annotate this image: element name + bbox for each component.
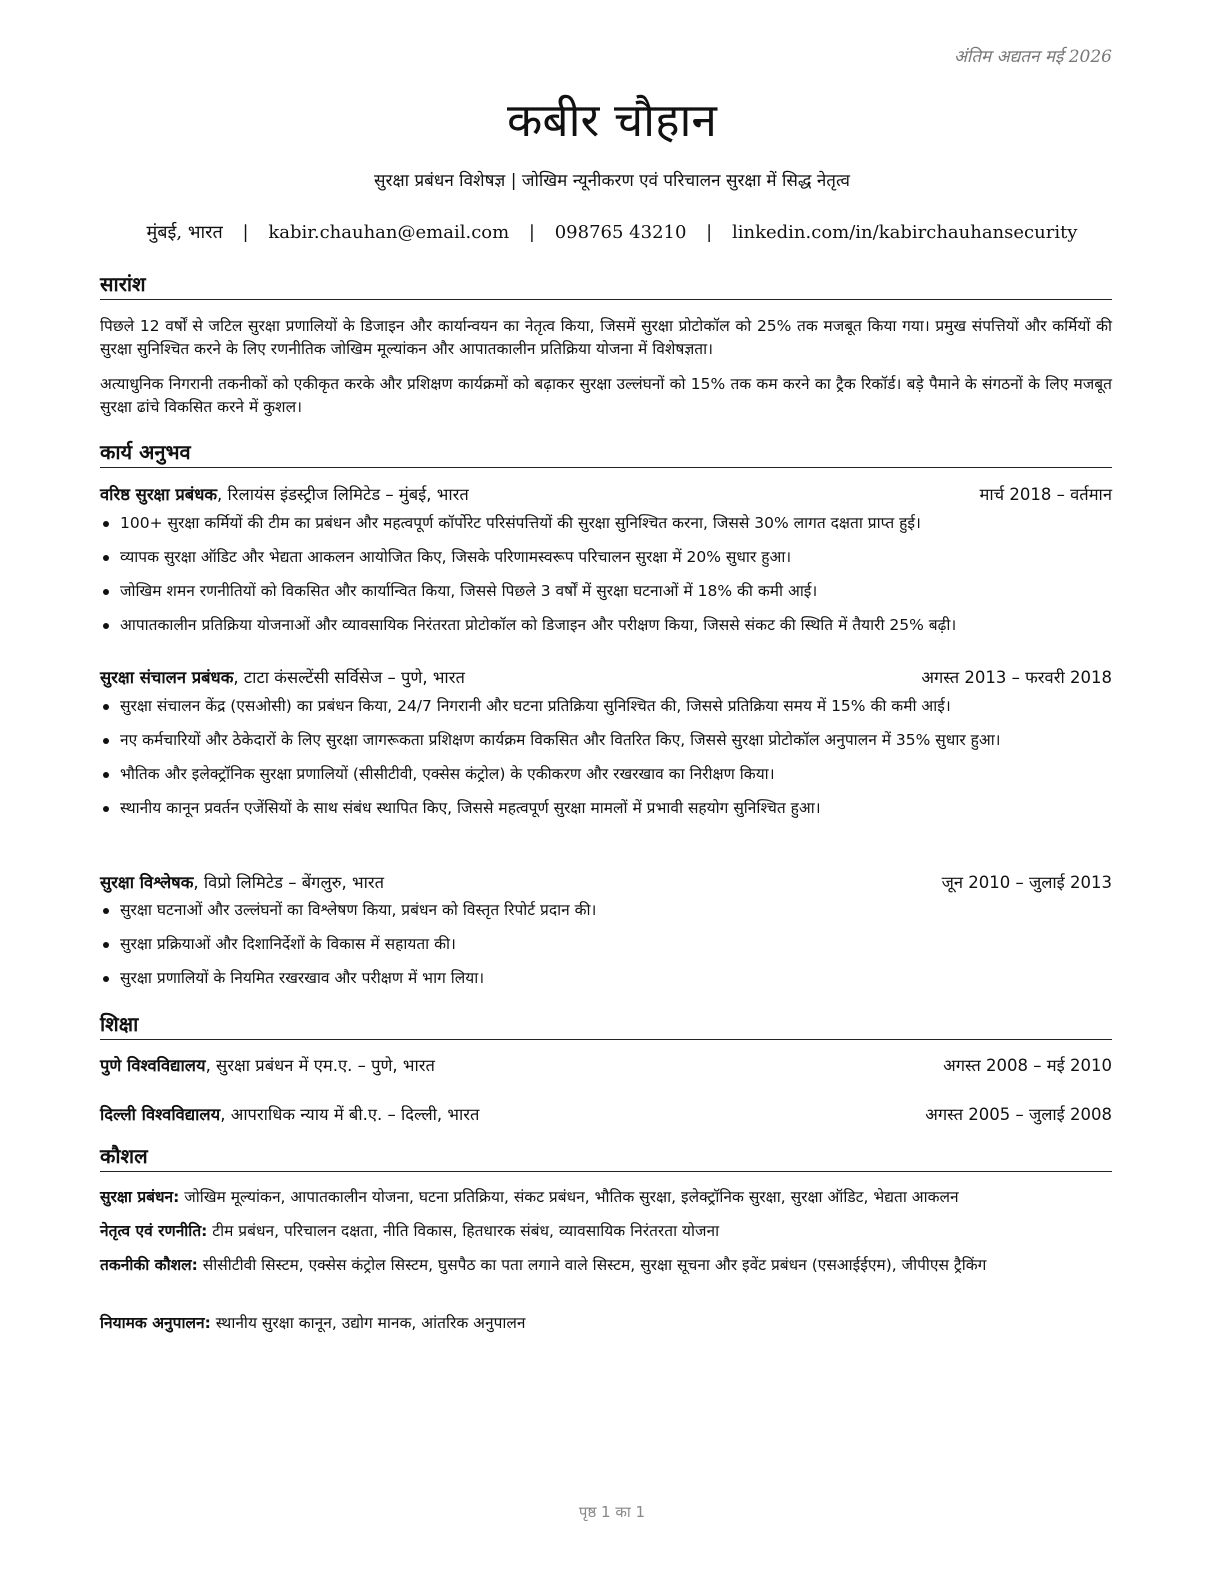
job-dates: मार्च 2018 – वर्तमान	[979, 485, 1112, 504]
section-title-experience: कार्य अनुभव	[100, 438, 1112, 468]
list-item: जोखिम शमन रणनीतियों को विकसित और कार्यान्वित किया, जिससे पिछले 3 वर्षों में सुरक्षा घटनाओं में 18% की कमी आई।	[100, 580, 1112, 603]
candidate-name: कबीर चौहान	[507, 93, 717, 147]
list-item: सुरक्षा घटनाओं और उल्लंघनों का विश्लेषण किया, प्रबंधन को विस्तृत रिपोर्ट प्रदान की।	[100, 899, 1112, 922]
job-bullets	[100, 512, 1112, 648]
education-dates: अगस्त 2008 – मई 2010	[943, 1056, 1112, 1075]
job-title-org	[100, 482, 469, 505]
list-item: भौतिक और इलेक्ट्रॉनिक सुरक्षा प्रणालियों (सीसीटीवी, एक्सेस कंट्रोल) के एकीकरण और रखरखाव का निरीक्षण किया।	[100, 763, 1112, 786]
page-number: पृष्ठ 1 का 1	[578, 1503, 646, 1521]
list-item: स्थानीय कानून प्रवर्तन एजेंसियों के साथ संबंध स्थापित किए, जिससे महत्वपूर्ण सुरक्षा मामलों में प्रभावी सहयोग सुनिश्चित हुआ।	[100, 797, 1112, 820]
job-role: वरिष्ठ सुरक्षा प्रबंधक	[100, 485, 218, 504]
contact-separator: |	[242, 222, 249, 243]
degree-detail: , सुरक्षा प्रबंधन में एम.ए. – पुणे, भारत	[205, 1056, 435, 1075]
job-dates: जून 2010 – जुलाई 2013	[941, 873, 1112, 892]
list-item: सुरक्षा संचालन केंद्र (एसओसी) का प्रबंधन किया, 24/7 निगरानी और घटना प्रतिक्रिया सुनिश्चित की, जिससे प्रतिक्रिया समय में 15% की कमी आई।	[100, 695, 1112, 718]
contact-phone: 098765 43210	[554, 222, 687, 243]
job-title-org	[100, 870, 384, 893]
school-name: दिल्ली विश्वविद्यालय	[100, 1105, 221, 1124]
job-org: , रिलायंस इंडस्ट्रीज लिमिटेड – मुंबई, भारत	[217, 485, 469, 504]
job-header	[100, 870, 1112, 894]
job-org: , टाटा कंसल्टेंसी सर्विसेज – पुणे, भारत	[233, 668, 465, 687]
skill-line	[100, 1312, 1112, 1335]
skill-label: सुरक्षा प्रबंधन:	[100, 1188, 180, 1206]
education-title	[100, 1102, 479, 1125]
job-dates: अगस्त 2013 – फरवरी 2018	[921, 668, 1112, 687]
job-org: , विप्रो लिमिटेड – बेंगलुरु, भारत	[193, 873, 385, 892]
job-bullets	[100, 695, 1112, 831]
job-role: सुरक्षा विश्लेषक	[100, 873, 194, 892]
last-updated: अंतिम अद्यतन मई 2026	[953, 47, 1112, 67]
contact-separator: |	[528, 222, 535, 243]
contact-linkedin[interactable]: linkedin.com/in/kabirchauhansecurity	[731, 222, 1078, 243]
skill-line	[100, 1220, 1112, 1243]
job-header	[100, 482, 1112, 506]
contact-line	[0, 220, 1224, 244]
skill-value: स्थानीय सुरक्षा कानून, उद्योग मानक, आंतरिक अनुपालन	[210, 1314, 526, 1332]
skill-line	[100, 1186, 1112, 1209]
job-bullets	[100, 899, 1112, 1001]
job-header	[100, 665, 1112, 689]
job-role: सुरक्षा संचालन प्रबंधक	[100, 668, 234, 687]
list-item: 100+ सुरक्षा कर्मियों की टीम का प्रबंधन और महत्वपूर्ण कॉर्पोरेट परिसंपत्तियों की सुरक्षा सुनिश्चित करना, जिससे 30% लागत दक्षता प्राप्त हुई।	[100, 512, 1112, 535]
list-item: सुरक्षा प्रक्रियाओं और दिशानिर्देशों के विकास में सहायता की।	[100, 933, 1112, 956]
skill-value: जोखिम मूल्यांकन, आपातकालीन योजना, घटना प्रतिक्रिया, संकट प्रबंधन, भौतिक सुरक्षा, इलेक्ट्रॉनिक सुरक्षा, सुरक्षा ऑडिट, भेद्यता आकलन	[179, 1188, 959, 1206]
skill-value: टीम प्रबंधन, परिचालन दक्षता, नीति विकास, हितधारक संबंध, व्यावसायिक निरंतरता योजना	[207, 1222, 720, 1240]
section-title-summary: सारांश	[100, 270, 1112, 300]
skill-value: सीसीटीवी सिस्टम, एक्सेस कंट्रोल सिस्टम, घुसपैठ का पता लगाने वाले सिस्टम, सुरक्षा सूचना और इवेंट प्रबंधन (एसआईईएम), जीपीएस ट्रैकिंग	[197, 1256, 987, 1274]
summary-paragraph: पिछले 12 वर्षों से जटिल सुरक्षा प्रणालियों के डिजाइन और कार्यान्वयन का नेतृत्व किया, जिसमें सुरक्षा प्रोटोकॉल को 25% तक मजबूत किया गया। प्रमुख संपत्तियों और कर्मियों की सुरक्षा सुनिश्चित करने के लिए रणनीतिक जोखिम मूल्यांकन और आपातकालीन प्रतिक्रिया योजना में विशेषज्ञता।	[100, 317, 1112, 358]
tagline: सुरक्षा प्रबंधन विशेषज्ञ | जोखिम न्यूनीकरण एवं परिचालन सुरक्षा में सिद्ध नेतृत्व	[374, 171, 850, 191]
skill-label: नेतृत्व एवं रणनीति:	[100, 1222, 208, 1240]
education-row	[100, 1102, 1112, 1126]
skill-line	[100, 1254, 1112, 1277]
list-item: व्यापक सुरक्षा ऑडिट और भेद्यता आकलन आयोजित किए, जिसके परिणामस्वरूप परिचालन सुरक्षा में 20% सुधार हुआ।	[100, 546, 1112, 569]
degree-detail: , आपराधिक न्याय में बी.ए. – दिल्ली, भारत	[220, 1105, 480, 1124]
section-title-education: शिक्षा	[100, 1010, 1112, 1040]
contact-email[interactable]: kabir.chauhan@email.com	[268, 222, 510, 243]
education-row	[100, 1053, 1112, 1077]
list-item: सुरक्षा प्रणालियों के नियमित रखरखाव और परीक्षण में भाग लिया।	[100, 967, 1112, 990]
school-name: पुणे विश्वविद्यालय	[100, 1056, 206, 1075]
job-title-org	[100, 665, 465, 688]
section-title-skills: कौशल	[100, 1142, 1112, 1172]
education-title	[100, 1053, 435, 1076]
skill-label: तकनीकी कौशल:	[100, 1256, 198, 1274]
skill-label: नियामक अनुपालन:	[100, 1314, 211, 1332]
list-item: आपातकालीन प्रतिक्रिया योजनाओं और व्यावसायिक निरंतरता प्रोटोकॉल को डिजाइन और परीक्षण किया, जिससे संकट की स्थिति में तैयारी 25% बढ़ी।	[100, 614, 1112, 637]
contact-separator: |	[706, 222, 713, 243]
education-dates: अगस्त 2005 – जुलाई 2008	[925, 1105, 1112, 1124]
list-item: नए कर्मचारियों और ठेकेदारों के लिए सुरक्षा जागरूकता प्रशिक्षण कार्यक्रम विकसित और वितरित किए, जिससे सुरक्षा प्रोटोकॉल अनुपालन में 35% सुधार हुआ।	[100, 729, 1112, 752]
contact-location: मुंबई, भारत	[146, 222, 223, 243]
summary-paragraph: अत्याधुनिक निगरानी तकनीकों को एकीकृत करके और प्रशिक्षण कार्यक्रमों को बढ़ाकर सुरक्षा उल्लंघनों को 15% तक कम करने का ट्रैक रिकॉर्ड। बड़े पैमाने के संगठनों के लिए मजबूत सुरक्षा ढांचे विकसित करने में कुशल।	[100, 375, 1112, 416]
